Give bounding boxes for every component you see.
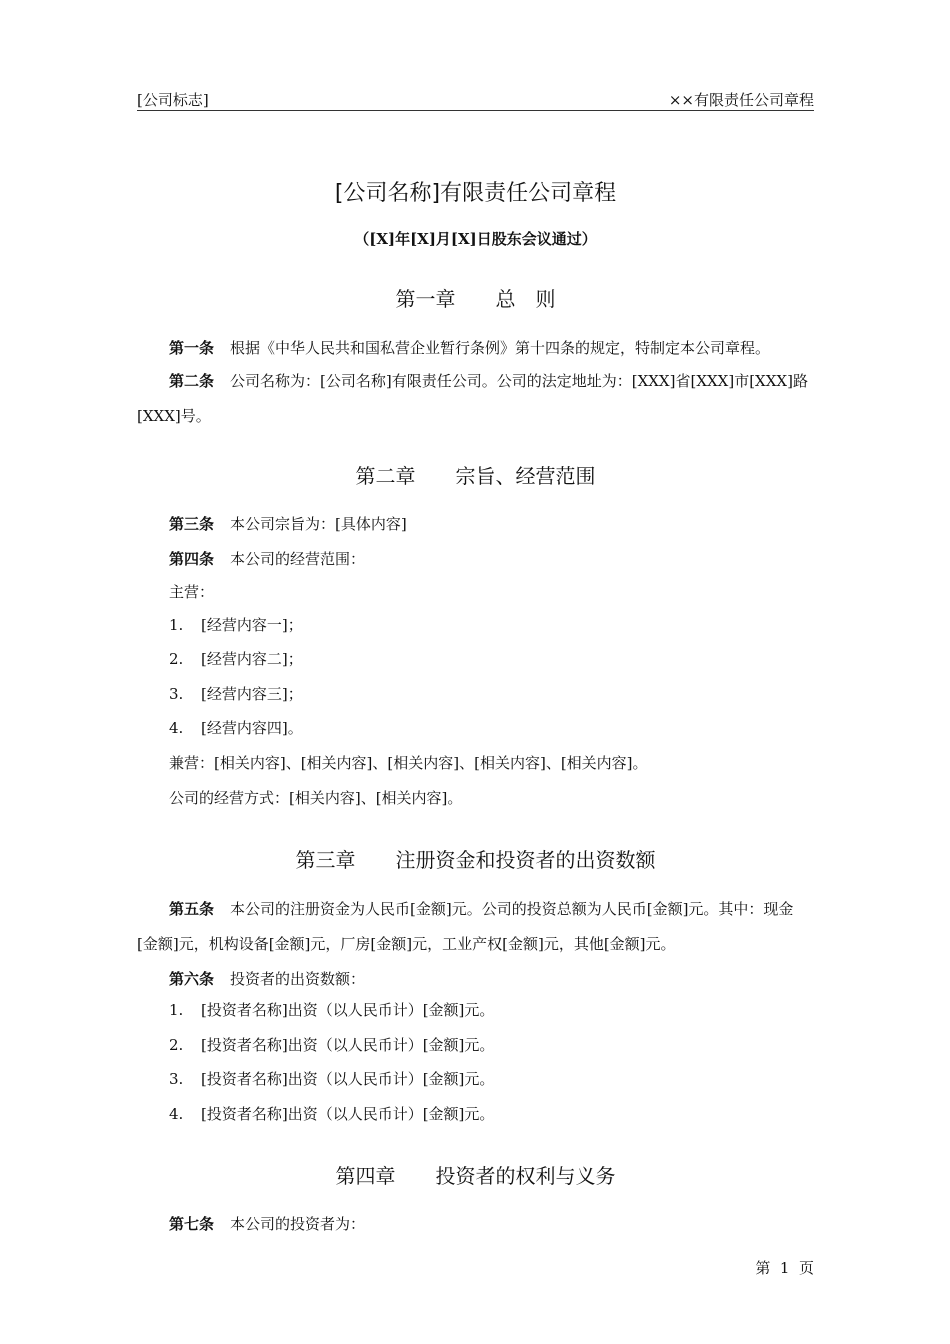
article-1 — [137, 331, 814, 366]
page-header — [137, 90, 814, 111]
list-text: [经营内容四]。 — [201, 719, 303, 737]
list-number: 2. — [169, 1036, 184, 1054]
article-text: 根据《中华人民共和国私营企业暂行条例》第十四条的规定，特制定本公司章程。 — [230, 339, 771, 357]
article-label: 第五条 — [169, 900, 215, 918]
list-text: [投资者名称]出资（以人民币计）[金额]元。 — [201, 1001, 495, 1019]
chapter-heading-3: 第三章 注册资金和投资者的出资数额 — [295, 848, 656, 872]
list-text: [投资者名称]出资（以人民币计）[金额]元。 — [201, 1070, 495, 1088]
article-text: 本公司的投资者为： — [230, 1215, 366, 1233]
article-6 — [137, 962, 814, 997]
article-text: 本公司的注册资金为人民币[金额]元。公司的投资总额为人民币[金额]元。其中：现金[金额]元，机构设备[金额]元，厂房[金额]元，工业产权[金额]元，其他[金额]元。 — [137, 900, 794, 953]
article-label: 第二条 — [169, 372, 215, 390]
list-number: 3. — [169, 685, 184, 703]
chapter-heading-4: 第四章 投资者的权利与义务 — [335, 1164, 616, 1188]
list-text: [经营内容一]； — [201, 616, 303, 634]
side-business: 兼营：[相关内容]、[相关内容]、[相关内容]、[相关内容]、[相关内容]。 — [169, 754, 648, 772]
business-mode: 公司的经营方式：[相关内容]、[相关内容]。 — [169, 789, 463, 807]
list-number: 2. — [169, 650, 184, 668]
main-business-label: 主营： — [169, 583, 215, 601]
article-label: 第三条 — [169, 515, 215, 533]
business-item — [169, 717, 303, 739]
header-doc-title: ××有限责任公司章程 — [668, 91, 814, 109]
company-logo-placeholder: [公司标志] — [137, 91, 209, 109]
list-number: 1. — [169, 1001, 184, 1019]
list-text: [经营内容二]； — [201, 650, 303, 668]
article-text: 投资者的出资数额： — [230, 970, 366, 988]
document-title: [公司名称]有限责任公司章程 — [334, 181, 617, 206]
list-number: 1. — [169, 616, 184, 634]
article-text: 本公司的经营范围： — [230, 550, 366, 568]
document-subtitle: （[X]年[X]月[X]日股东会议通过） — [354, 230, 597, 248]
article-2 — [137, 364, 814, 434]
list-number: 3. — [169, 1070, 184, 1088]
list-text: [投资者名称]出资（以人民币计）[金额]元。 — [201, 1036, 495, 1054]
investment-item — [169, 1034, 494, 1056]
list-text: [经营内容三]； — [201, 685, 303, 703]
page-number: 第 1 页 — [755, 1259, 814, 1277]
list-text: [投资者名称]出资（以人民币计）[金额]元。 — [201, 1105, 495, 1123]
list-number: 4. — [169, 719, 184, 737]
chapter-heading-2: 第二章 宗旨、经营范围 — [355, 464, 596, 488]
business-item — [169, 648, 303, 670]
investment-item — [169, 999, 494, 1021]
business-item — [169, 683, 303, 705]
article-4 — [137, 542, 814, 577]
article-label: 第四条 — [169, 550, 215, 568]
article-label: 第七条 — [169, 1215, 215, 1233]
article-3 — [137, 507, 814, 542]
article-5 — [137, 892, 814, 962]
article-label: 第一条 — [169, 339, 215, 357]
business-item — [169, 614, 303, 636]
investment-item — [169, 1068, 494, 1090]
article-text: 公司名称为：[公司名称]有限责任公司。公司的法定地址为：[XXX]省[XXX]市[XXX]路[XXX]号。 — [137, 372, 808, 425]
article-label: 第六条 — [169, 970, 215, 988]
article-text: 本公司宗旨为：[具体内容] — [230, 515, 407, 533]
investment-item — [169, 1103, 494, 1125]
article-7 — [137, 1207, 814, 1242]
chapter-heading-1: 第一章 总 则 — [395, 287, 556, 311]
list-number: 4. — [169, 1105, 184, 1123]
